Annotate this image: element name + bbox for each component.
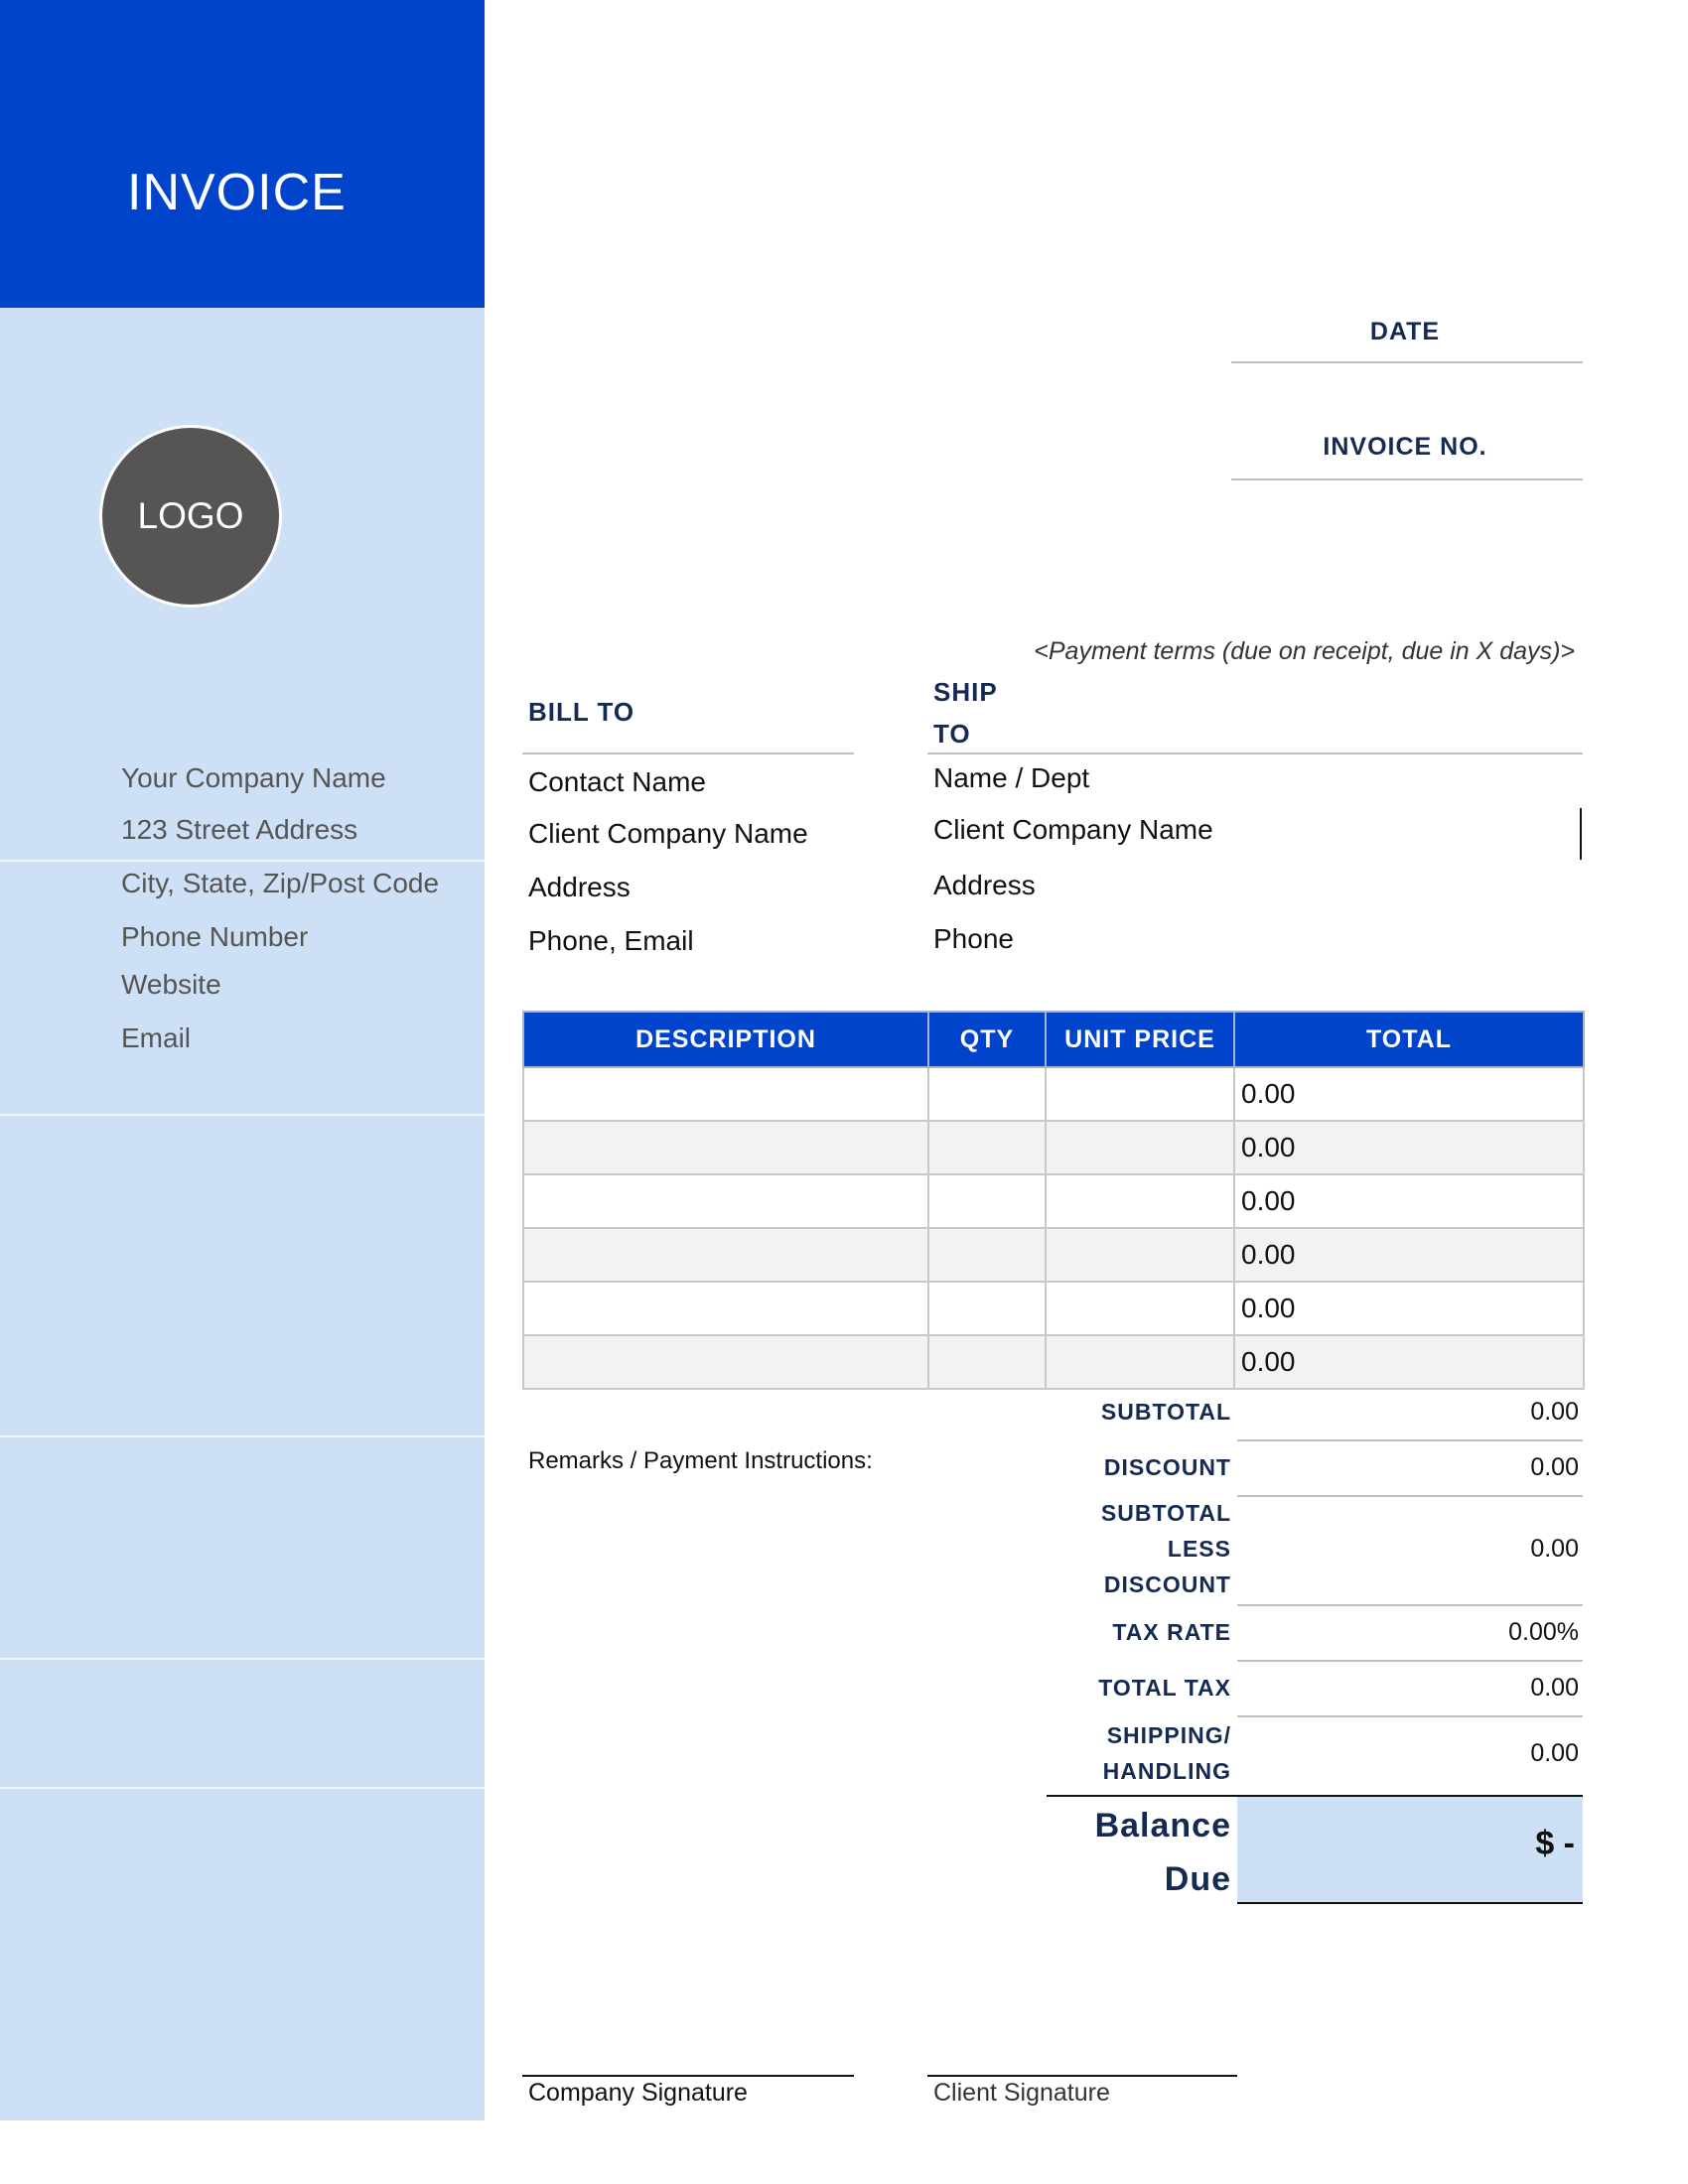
invoice-title: INVOICE [127, 164, 347, 221]
unit-price-cell[interactable] [1046, 1174, 1234, 1228]
qty-cell[interactable] [928, 1121, 1046, 1174]
column-header-total: TOTAL [1234, 1012, 1584, 1067]
company-signature-line[interactable] [522, 2075, 854, 2077]
shipping-handling-label: SHIPPING/ [1106, 1722, 1231, 1748]
balance-due-label-line: Balance [1094, 1807, 1231, 1844]
subtotal-less-discount-label: SUBTOTAL [1100, 1500, 1231, 1526]
company-logo[interactable] [99, 425, 282, 608]
total-cell[interactable]: 0.00 [1234, 1174, 1584, 1228]
column-header-unit-price: UNIT PRICE [1046, 1012, 1234, 1067]
tax-rate-value[interactable]: 0.00% [1508, 1618, 1579, 1646]
date-label: DATE [1369, 318, 1441, 345]
unit-price-cell[interactable] [1046, 1067, 1234, 1121]
bill-to-address[interactable]: Address [528, 872, 631, 902]
unit-price-cell[interactable] [1046, 1228, 1234, 1282]
bill-to-label: BILL TO [528, 697, 635, 727]
subtotal-label: SUBTOTAL [1100, 1399, 1231, 1425]
unit-price-cell[interactable] [1046, 1282, 1234, 1335]
sidebar-header [0, 0, 485, 308]
total-cell[interactable]: 0.00 [1234, 1067, 1584, 1121]
logo-placeholder-text: LOGO [137, 495, 244, 536]
subtotal-value: 0.00 [1530, 1398, 1579, 1426]
totals-divider [1237, 1439, 1583, 1441]
description-cell[interactable] [523, 1121, 928, 1174]
sidebar-divider [0, 1787, 485, 1789]
ship-to-company[interactable]: Client Company Name [933, 814, 1213, 845]
table-row [523, 1282, 1584, 1335]
text-cursor [1580, 808, 1582, 860]
totals-divider [1237, 1604, 1583, 1606]
qty-cell[interactable] [928, 1228, 1046, 1282]
total-cell[interactable]: 0.00 [1234, 1282, 1584, 1335]
shipping-handling-value[interactable]: 0.00 [1530, 1739, 1579, 1767]
client-signature-line[interactable] [927, 2075, 1237, 2077]
payment-terms[interactable]: <Payment terms (due on receipt, due in X days)> [1034, 637, 1575, 665]
totals-divider [1237, 1715, 1583, 1717]
column-header-description: DESCRIPTION [523, 1012, 928, 1067]
description-cell[interactable] [523, 1228, 928, 1282]
company-street[interactable]: 123 Street Address [121, 814, 358, 845]
description-cell[interactable] [523, 1174, 928, 1228]
description-cell[interactable] [523, 1335, 928, 1389]
balance-due-label [1047, 1799, 1231, 1906]
table-header-row [523, 1012, 1584, 1067]
balance-due-label-line: Due [1164, 1860, 1231, 1898]
ship-to-divider [927, 752, 1583, 754]
subtotal-less-discount-label: DISCOUNT [1103, 1571, 1231, 1597]
unit-price-cell[interactable] [1046, 1121, 1234, 1174]
table-row [523, 1335, 1584, 1389]
unit-price-cell[interactable] [1046, 1335, 1234, 1389]
invoice-no-label: INVOICE NO. [1323, 433, 1487, 461]
line-items-table [522, 1011, 1585, 1390]
date-field[interactable] [1231, 361, 1583, 363]
shipping-handling-label: HANDLING [1102, 1758, 1231, 1784]
discount-value[interactable]: 0.00 [1530, 1453, 1579, 1481]
ship-to-label: SHIP [933, 677, 998, 707]
bill-to-phone-email[interactable]: Phone, Email [528, 925, 694, 956]
balance-due-value: $ - [1535, 1825, 1575, 1862]
qty-cell[interactable] [928, 1067, 1046, 1121]
ship-to-name[interactable]: Name / Dept [933, 762, 1090, 793]
company-signature-label: Company Signature [528, 2079, 748, 2107]
company-name[interactable]: Your Company Name [121, 762, 386, 793]
company-website[interactable]: Website [121, 969, 221, 1000]
bill-to-contact[interactable]: Contact Name [528, 766, 706, 797]
sidebar-divider [0, 1658, 485, 1660]
discount-label: DISCOUNT [1103, 1454, 1231, 1480]
table-row [523, 1228, 1584, 1282]
column-header-qty: QTY [928, 1012, 1046, 1067]
balance-divider [1237, 1902, 1583, 1904]
totals-divider [1237, 1495, 1583, 1497]
company-email[interactable]: Email [121, 1023, 192, 1053]
invoice-no-field[interactable] [1231, 478, 1583, 480]
sidebar-divider [0, 1435, 485, 1437]
total-cell[interactable]: 0.00 [1234, 1335, 1584, 1389]
qty-cell[interactable] [928, 1282, 1046, 1335]
company-phone[interactable]: Phone Number [121, 921, 309, 952]
remarks-label[interactable]: Remarks / Payment Instructions: [528, 1447, 873, 1474]
totals-divider [1237, 1660, 1583, 1662]
total-tax-value: 0.00 [1530, 1674, 1579, 1702]
ship-to-phone[interactable]: Phone [933, 923, 1014, 954]
bill-to-divider [522, 752, 854, 754]
bill-to-company[interactable]: Client Company Name [528, 818, 808, 849]
sidebar-divider [0, 860, 485, 862]
description-cell[interactable] [523, 1067, 928, 1121]
client-signature-label: Client Signature [933, 2079, 1110, 2107]
total-cell[interactable]: 0.00 [1234, 1121, 1584, 1174]
total-cell[interactable]: 0.00 [1234, 1228, 1584, 1282]
table-row [523, 1121, 1584, 1174]
company-city[interactable]: City, State, Zip/Post Code [121, 868, 440, 898]
ship-to-address[interactable]: Address [933, 870, 1036, 900]
table-row [523, 1174, 1584, 1228]
qty-cell[interactable] [928, 1174, 1046, 1228]
qty-cell[interactable] [928, 1335, 1046, 1389]
description-cell[interactable] [523, 1282, 928, 1335]
ship-to-label: TO [933, 719, 971, 749]
tax-rate-label: TAX RATE [1112, 1619, 1231, 1645]
total-tax-label: TOTAL TAX [1098, 1675, 1231, 1701]
sidebar-divider [0, 1114, 485, 1116]
subtotal-less-discount-label: LESS [1167, 1536, 1231, 1562]
table-row [523, 1067, 1584, 1121]
subtotal-less-discount-value: 0.00 [1530, 1535, 1579, 1563]
